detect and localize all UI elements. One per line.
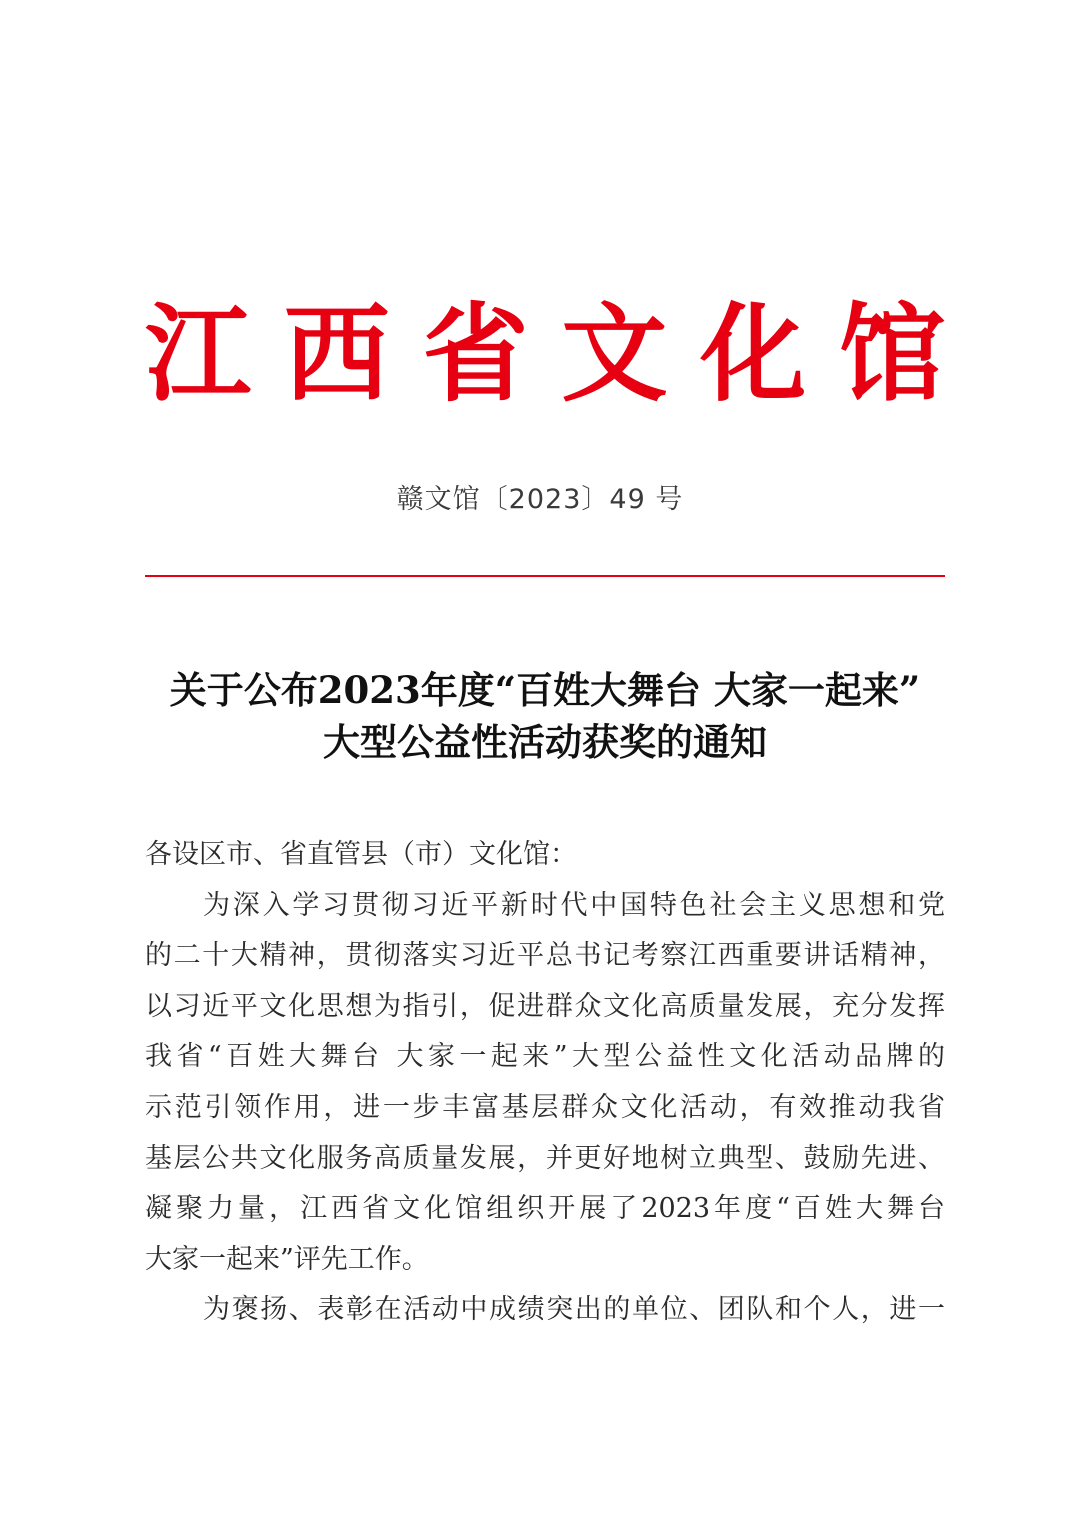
body-line: 为深入学习贯彻习近平新时代中国特色社会主义思想和党 [203, 889, 945, 921]
org-name-header: 江西省文化馆 [145, 291, 945, 416]
body-line: 示范引领作用，进一步丰富基层群众文化活动，有效推动我省 [145, 1091, 945, 1123]
document-title-line-2: 大型公益性活动获奖的通知 [323, 720, 767, 764]
body-line: 基层公共文化服务高质量发展，并更好地树立典型、鼓励先进、 [145, 1142, 945, 1174]
body-line: 我省“百姓大舞台 大家一起来”大型公益性文化活动品牌的 [145, 1041, 945, 1073]
body-line: 大家一起来”评先工作。 [145, 1243, 429, 1275]
body-line: 以习近平文化思想为指引，促进群众文化高质量发展，充分发挥 [145, 990, 945, 1022]
body-line: 的二十大精神，贯彻落实习近平总书记考察江西重要讲话精神， [145, 940, 945, 972]
red-divider-line [145, 575, 945, 577]
document-number: 赣文馆〔2023〕49 号 [396, 484, 684, 515]
body-line: 为褒扬、表彰在活动中成绩突出的单位、团队和个人，进一 [203, 1294, 945, 1326]
body-line: 凝聚力量，江西省文化馆组织开展了2023年度“百姓大舞台 [145, 1193, 945, 1225]
document-body [145, 830, 945, 1336]
salutation: 各设区市、省直管县（市）文化馆： [145, 839, 577, 870]
document-title-line-1: 关于公布2023年度“百姓大舞台 大家一起来” [169, 668, 921, 712]
